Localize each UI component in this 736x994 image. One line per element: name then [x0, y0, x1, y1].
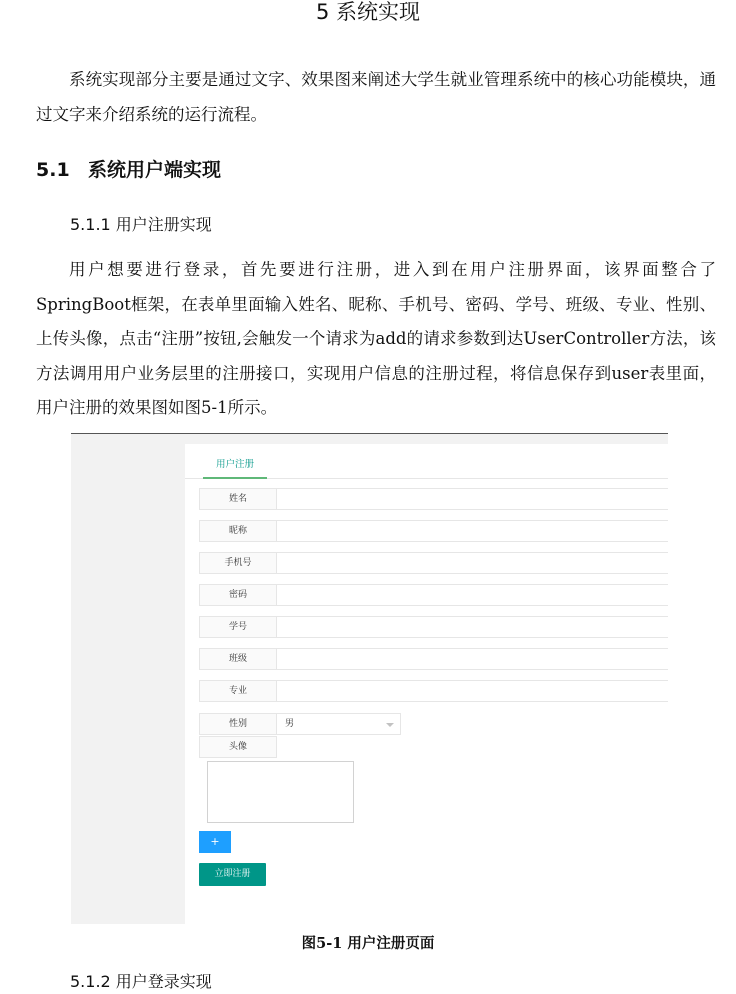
password-input[interactable] — [277, 584, 668, 606]
student-id-input[interactable] — [277, 616, 668, 638]
nickname-label: 昵称 — [199, 520, 277, 542]
name-input[interactable] — [277, 488, 668, 510]
section-number: 5.1 — [36, 159, 70, 181]
student-id-label: 学号 — [199, 616, 277, 638]
intro-paragraph: 系统实现部分主要是通过文字、效果图来阐述大学生就业管理系统中的核心功能模块，通过文字来介绍系统的运行流程。 — [36, 70, 716, 124]
section-heading — [36, 156, 221, 184]
section-title: 系统用户端实现 — [88, 159, 222, 181]
gender-label: 性别 — [199, 713, 277, 735]
registration-form-panel — [185, 444, 668, 924]
registration-screenshot — [71, 433, 668, 924]
chevron-down-icon — [386, 723, 394, 727]
avatar-label: 头像 — [199, 736, 277, 758]
figure-caption: 图5-1 用户注册页面 — [301, 935, 435, 952]
body-paragraph: 用户想要进行登录，首先要进行注册，进入到在用户注册界面，该界面整合了SpringBoot框架，在表单里面输入姓名、昵称、手机号、密码、学号、班级、专业、性别、上传头像，点击“注册”按钮,会触发一个请求为add的请求参数到达UserController方法，该方法调用用户业务层里的注册接口，实现用户信息的注册过程，将信息保存到user表里面，用户注册的效果图如图5-1所示。 — [36, 260, 716, 417]
phone-label: 手机号 — [199, 552, 277, 574]
tab-bar — [185, 444, 668, 479]
name-label: 姓名 — [199, 488, 277, 510]
password-label: 密码 — [199, 584, 277, 606]
major-input[interactable] — [277, 680, 668, 702]
register-button[interactable]: 立即注册 — [199, 863, 266, 886]
phone-input[interactable] — [277, 552, 668, 574]
tab-user-register[interactable]: 用户注册 — [203, 444, 267, 479]
class-label: 班级 — [199, 648, 277, 670]
gender-select[interactable] — [277, 713, 401, 735]
major-label: 专业 — [199, 680, 277, 702]
upload-avatar-button[interactable]: + — [199, 831, 231, 853]
chapter-title: 5 系统实现 — [315, 0, 421, 24]
next-subsection-title: 5.1.2 用户登录实现 — [70, 972, 212, 991]
avatar-preview — [207, 761, 354, 823]
class-input[interactable] — [277, 648, 668, 670]
gender-value: 男 — [285, 719, 295, 729]
nickname-input[interactable] — [277, 520, 668, 542]
subsection-title: 5.1.1 用户注册实现 — [70, 215, 212, 234]
